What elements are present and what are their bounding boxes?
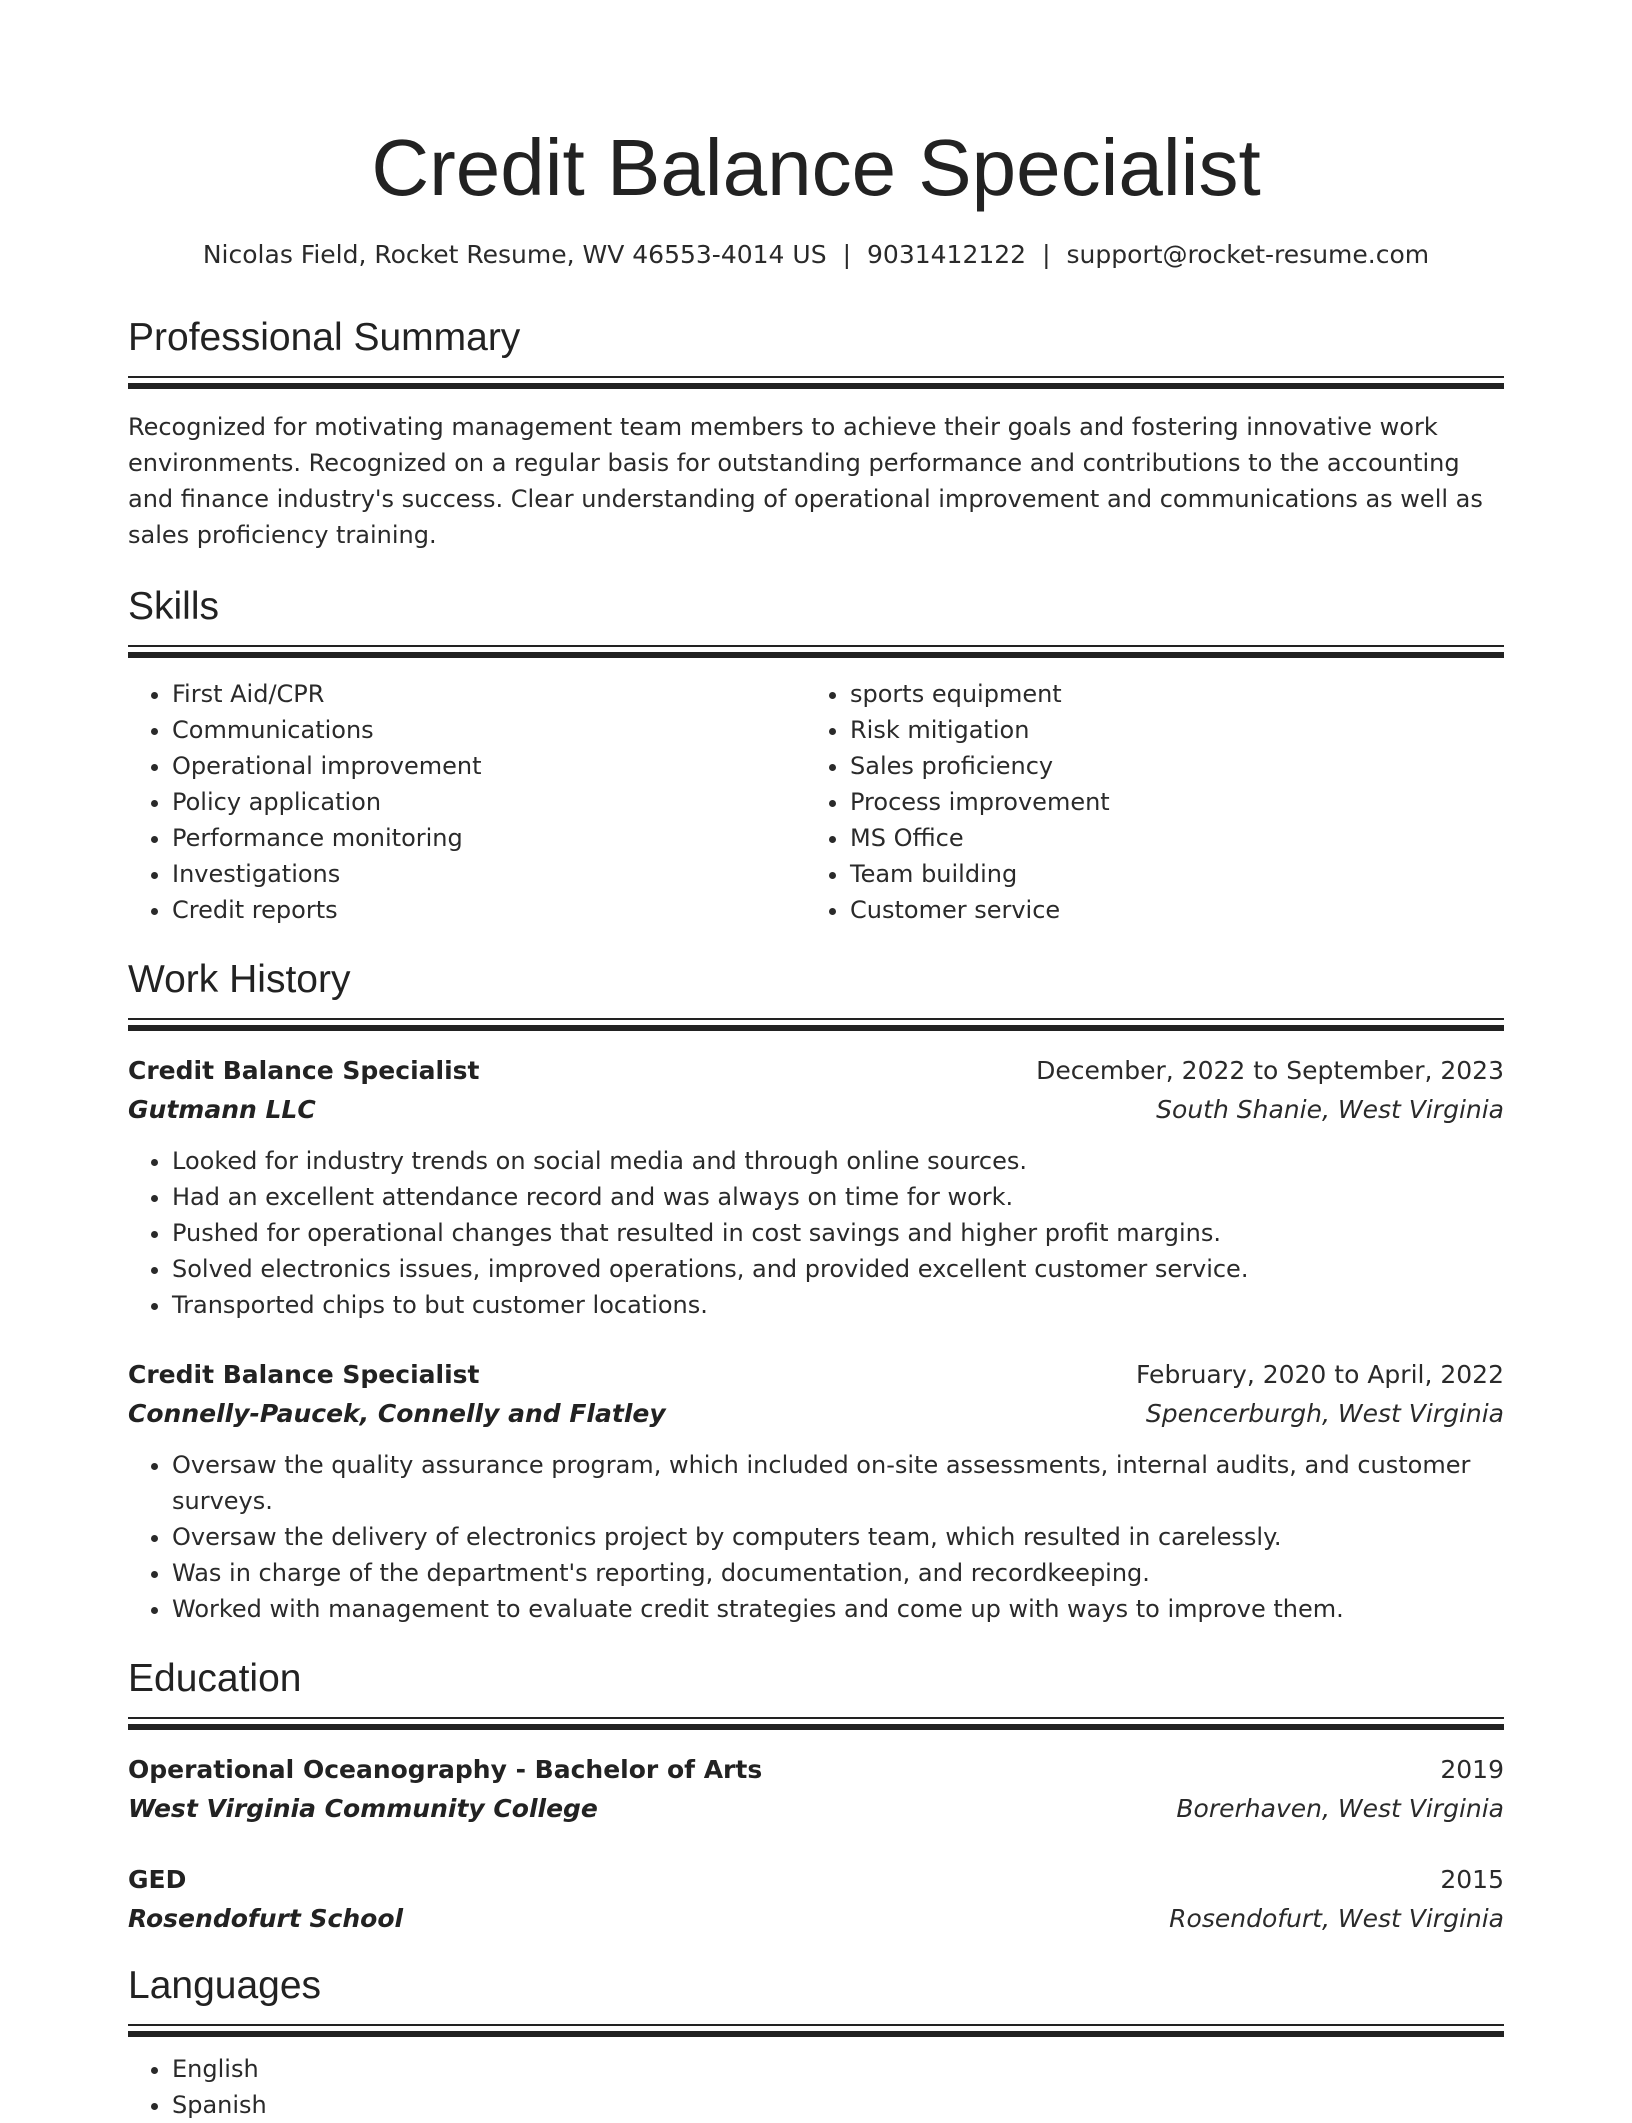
education-school-row — [128, 1899, 1504, 1938]
language-item: • Spanish — [172, 2087, 1504, 2123]
resume-page — [128, 0, 1504, 2123]
job-header-row — [128, 1355, 1504, 1394]
education-header-row — [128, 1750, 1504, 1789]
job-bullet: • Oversaw the quality assurance program, which included on-site assessments, internal audits, and customer surveys. — [172, 1447, 1504, 1519]
job-dates: February, 2020 to April, 2022 — [1136, 1360, 1504, 1389]
job-title: Credit Balance Specialist — [128, 1360, 480, 1389]
job-bullets — [128, 1447, 1504, 1627]
education-year: 2015 — [1440, 1865, 1504, 1894]
skill-item: • Sales proficiency — [850, 748, 1504, 784]
education-entry — [128, 1860, 1504, 1938]
job-entry — [128, 1051, 1504, 1323]
education-school: West Virginia Community College — [128, 1794, 598, 1823]
contact-separator: | — [1042, 240, 1051, 269]
skill-item: • MS Office — [850, 820, 1504, 856]
job-bullet: • Was in charge of the department's reporting, documentation, and recordkeeping. — [172, 1555, 1504, 1591]
education-entry — [128, 1750, 1504, 1828]
skills-heading: Skills — [128, 585, 220, 628]
job-company: Gutmann LLC — [128, 1095, 316, 1124]
job-bullets — [128, 1143, 1504, 1323]
skill-item: • Operational improvement — [172, 748, 806, 784]
job-org-row — [128, 1394, 1504, 1433]
job-dates: December, 2022 to September, 2023 — [1036, 1056, 1504, 1085]
skill-item: • First Aid/CPR — [172, 676, 806, 712]
skill-item: • Team building — [850, 856, 1504, 892]
education-heading: Education — [128, 1657, 302, 1700]
contact-email: support@rocket-resume.com — [1066, 240, 1430, 269]
skills-column-left — [128, 676, 806, 928]
skills-column-right — [806, 676, 1504, 928]
job-bullet: • Looked for industry trends on social media and through online sources. — [172, 1143, 1504, 1179]
skill-item: • sports equipment — [850, 676, 1504, 712]
section-divider — [128, 1018, 1504, 1031]
skill-item: • Investigations — [172, 856, 806, 892]
summary-heading: Professional Summary — [128, 316, 521, 359]
job-title: Credit Balance Specialist — [128, 1056, 480, 1085]
resume-title: Credit Balance Specialist — [371, 123, 1261, 212]
language-item: • English — [172, 2051, 1504, 2087]
skill-item: • Credit reports — [172, 892, 806, 928]
job-header-row — [128, 1051, 1504, 1090]
job-bullet: • Pushed for operational changes that resulted in cost savings and higher profit margins. — [172, 1215, 1504, 1251]
education-location: Rosendofurt, West Virginia — [1169, 1904, 1504, 1933]
education-year: 2019 — [1440, 1755, 1504, 1784]
skill-item: • Performance monitoring — [172, 820, 806, 856]
education-degree: GED — [128, 1865, 187, 1894]
job-bullet: • Solved electronics issues, improved operations, and provided excellent customer service. — [172, 1251, 1504, 1287]
section-divider — [128, 645, 1504, 658]
job-org-row — [128, 1090, 1504, 1129]
section-divider — [128, 2024, 1504, 2037]
education-location: Borerhaven, West Virginia — [1176, 1794, 1504, 1823]
job-location: South Shanie, West Virginia — [1156, 1095, 1504, 1124]
job-bullet: • Transported chips to but customer locations. — [172, 1287, 1504, 1323]
skill-item: • Process improvement — [850, 784, 1504, 820]
contact-separator: | — [842, 240, 852, 269]
skills-list-left — [128, 676, 806, 928]
work-heading: Work History — [128, 958, 351, 1001]
education-header-row — [128, 1860, 1504, 1899]
skills-section — [128, 581, 1504, 928]
education-section — [128, 1653, 1504, 1938]
contact-phone: 9031412122 — [867, 240, 1027, 269]
section-divider — [128, 376, 1504, 389]
languages-heading: Languages — [128, 1964, 322, 2007]
education-degree: Operational Oceanography - Bachelor of Arts — [128, 1755, 763, 1784]
skill-item: • Communications — [172, 712, 806, 748]
contact-line — [128, 238, 1504, 272]
job-company: Connelly-Paucek, Connelly and Flatley — [128, 1399, 666, 1428]
education-school-row — [128, 1789, 1504, 1828]
job-bullet: • Worked with management to evaluate credit strategies and come up with ways to improve them. — [172, 1591, 1504, 1627]
education-school: Rosendofurt School — [128, 1904, 404, 1933]
skill-item: • Policy application — [172, 784, 806, 820]
job-entry — [128, 1355, 1504, 1627]
languages-list — [128, 2051, 1504, 2123]
skills-list-right — [806, 676, 1504, 928]
work-section — [128, 954, 1504, 1627]
summary-section — [128, 312, 1504, 553]
job-bullet: • Had an excellent attendance record and was always on time for work. — [172, 1179, 1504, 1215]
job-bullet: • Oversaw the delivery of electronics project by computers team, which resulted in carelessly. — [172, 1519, 1504, 1555]
skill-item: • Customer service — [850, 892, 1504, 928]
contact-address: Nicolas Field, Rocket Resume, WV 46553-4014 US — [202, 240, 827, 269]
languages-section — [128, 1960, 1504, 2123]
job-location: Spencerburgh, West Virginia — [1145, 1399, 1504, 1428]
skills-columns — [128, 676, 1504, 928]
section-divider — [128, 1717, 1504, 1730]
summary-text: Recognized for motivating management team members to achieve their goals and fostering innovative work environments. Recognized on a regular basis for outstanding performance and contributions to the accounting and finance industry's success. Clear understanding of operational improvement and communications as well as sales proficiency training. — [128, 413, 1483, 549]
skill-item: • Risk mitigation — [850, 712, 1504, 748]
